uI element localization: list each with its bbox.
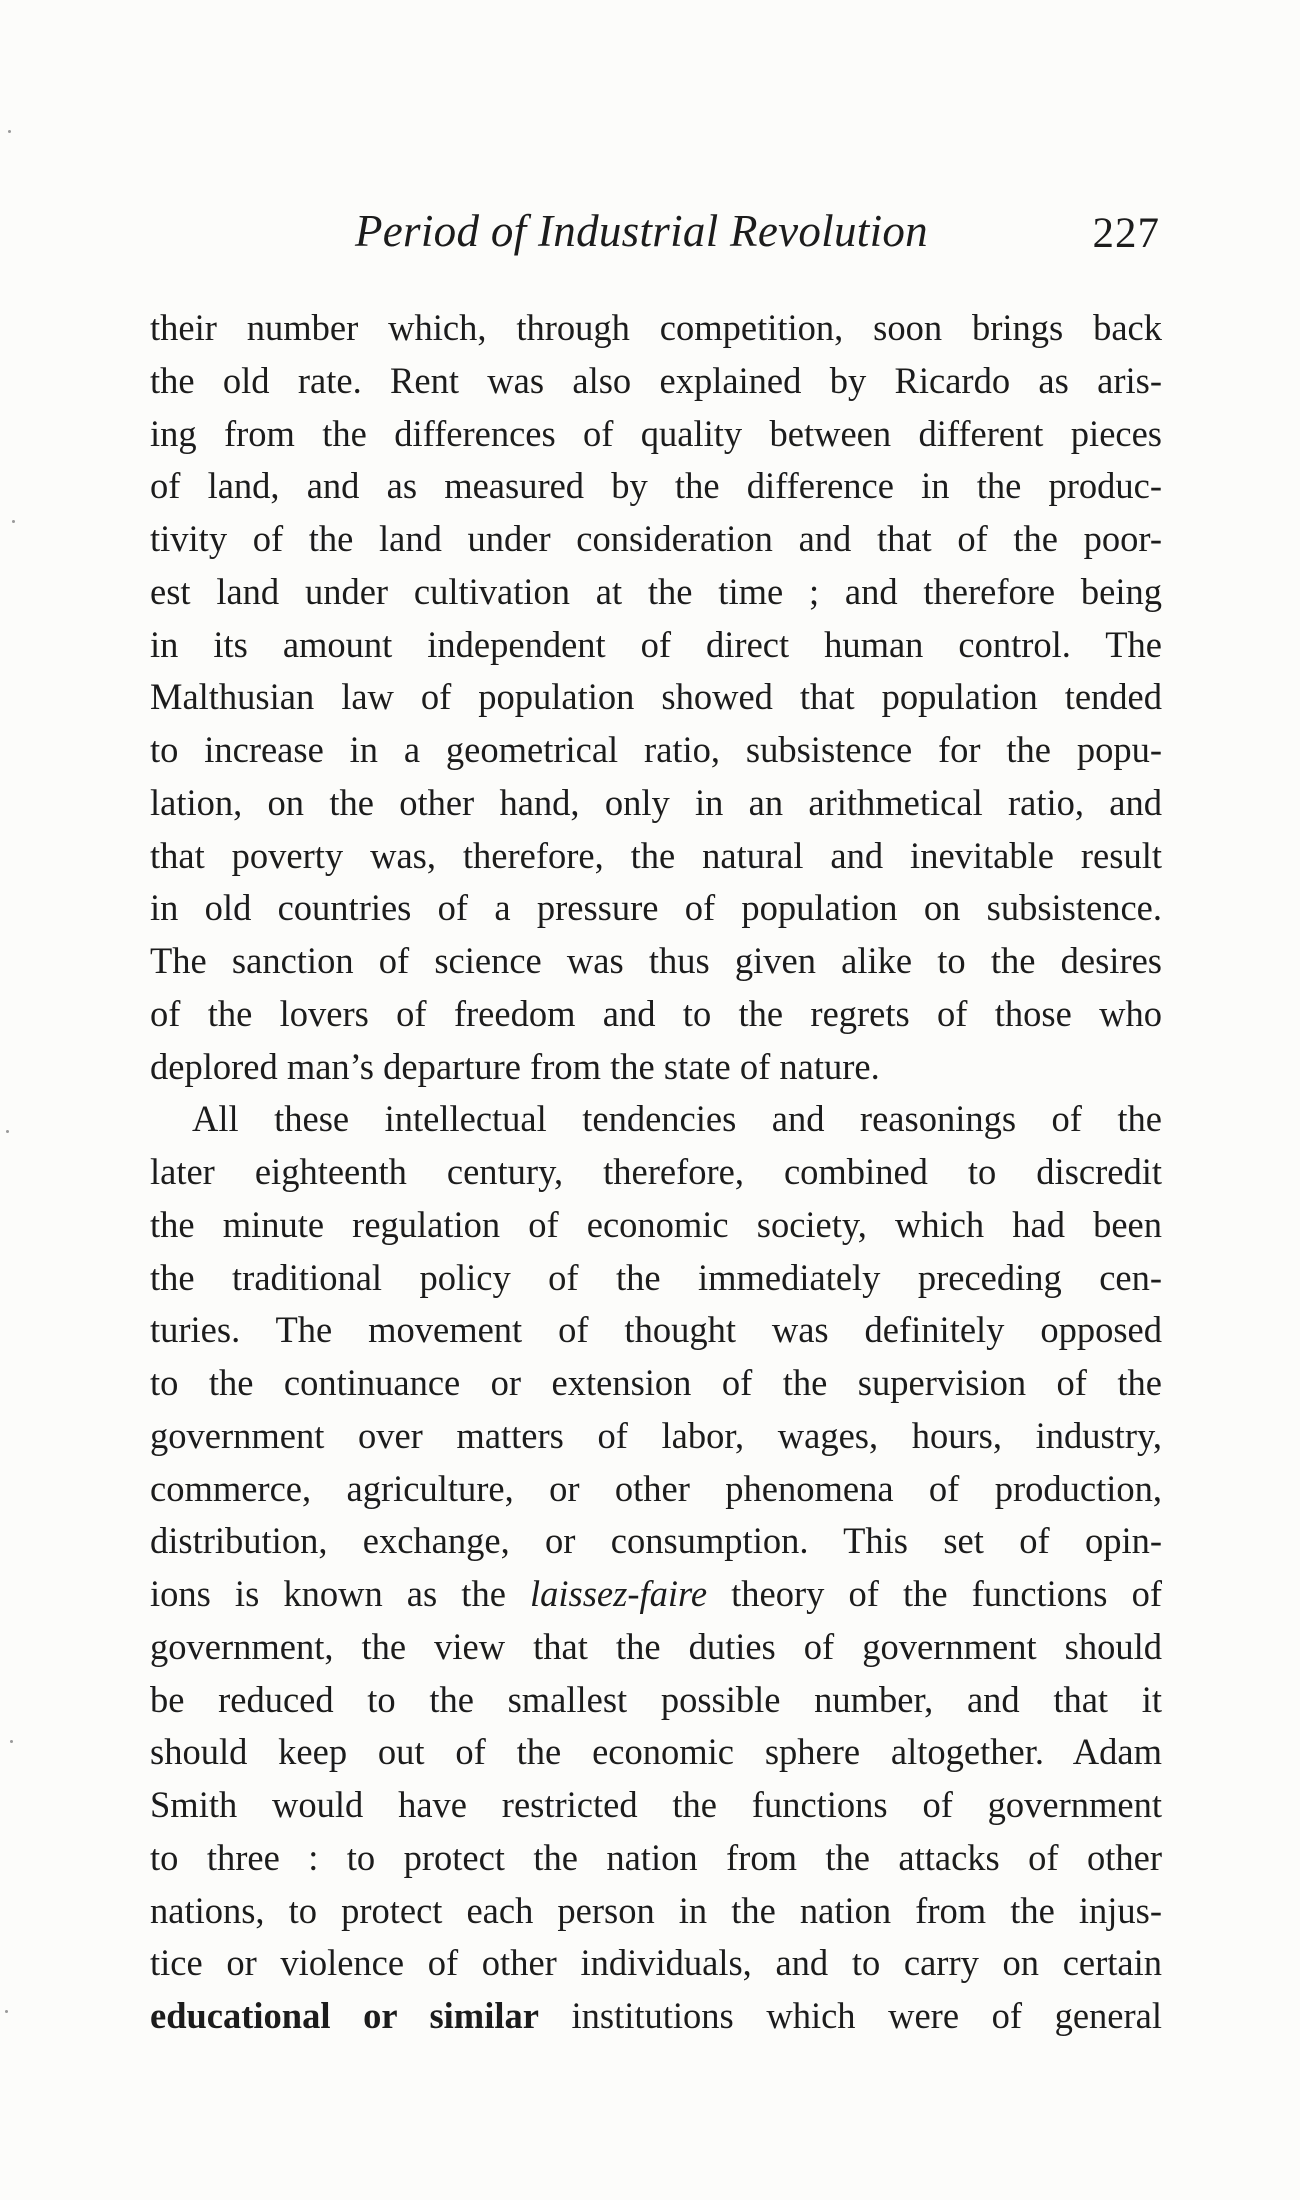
- text-line: the old rate. Rent was also explained by Ricardo as aris-: [150, 359, 1162, 401]
- text-line: The sanction of science was thus given alike to the desires: [150, 940, 1162, 981]
- text-line: All these intellectual tendencies and reasonings of the: [192, 1098, 1162, 1140]
- text-line: in old countries of a pressure of population on subsistence.: [150, 887, 1162, 929]
- text-line: ing from the differences of quality between different pieces: [150, 412, 1162, 454]
- text-line: nations, to protect each person in the nation from the injus-: [150, 1889, 1162, 1931]
- text-line: that poverty was, therefore, the natural and inevitable result: [150, 834, 1162, 876]
- text-line: lation, on the other hand, only in an arithmetical ratio, and: [150, 781, 1162, 823]
- text-line: Malthusian law of population showed that population tended: [150, 676, 1162, 718]
- text-line: distribution, exchange, or consumption. This set of opin-: [150, 1520, 1162, 1562]
- text-line: tivity of the land under consideration and that of the poor-: [150, 518, 1162, 559]
- text-line: the traditional policy of the immediately preceding cen-: [150, 1256, 1162, 1298]
- text-line: be reduced to the smallest possible number, and that it: [150, 1678, 1162, 1720]
- running-head: [150, 205, 1160, 265]
- text-line: government over matters of labor, wages, hours, industry,: [150, 1414, 1162, 1456]
- text-line: later eighteenth century, therefore, combined to discredit: [150, 1151, 1162, 1192]
- text-line: tice or violence of other individuals, and to carry on certain: [150, 1942, 1162, 1984]
- body-text: [150, 302, 1162, 2043]
- text-segment: institutions which were of general: [538, 1995, 1162, 2036]
- scan-speck: [6, 1130, 9, 1133]
- text-segment: theory of the functions of: [707, 1573, 1162, 1614]
- text-line: turies. The movement of thought was definitely opposed: [150, 1309, 1162, 1351]
- text-line: government, the view that the duties of government should: [150, 1625, 1162, 1667]
- scan-speck: [8, 130, 11, 133]
- paragraph-2: [150, 1093, 1162, 2043]
- text-line: the minute regulation of economic society, which had been: [150, 1203, 1162, 1245]
- text-line: in its amount independent of direct human control. The: [150, 623, 1162, 665]
- scan-speck: [12, 520, 15, 523]
- paragraph-1: [150, 302, 1162, 1093]
- text-line: to three : to protect the nation from the attacks of other: [150, 1836, 1162, 1878]
- text-line: should keep out of the economic sphere altogether. Adam: [150, 1731, 1162, 1773]
- text-line: Smith would have restricted the functions of government: [150, 1784, 1162, 1825]
- text-line: deplored man’s departure from the state of nature.: [150, 1045, 880, 1087]
- text-line: to increase in a geometrical ratio, subsistence for the popu-: [150, 729, 1162, 770]
- text-line-laissez-faire: [150, 1568, 1162, 1621]
- page-number: 227: [1092, 210, 1160, 257]
- scan-speck: [5, 2010, 8, 2013]
- text-line: of the lovers of freedom and to the regrets of those who: [150, 992, 1162, 1034]
- text-line: their number which, through competition, soon brings back: [150, 307, 1162, 348]
- running-title: Period of Industrial Revolution: [355, 206, 928, 256]
- bold-segment: educational or similar: [150, 1995, 539, 2036]
- text-line: commerce, agriculture, or other phenomena of production,: [150, 1467, 1162, 1509]
- text-line: est land under cultivation at the time ; and therefore being: [150, 570, 1162, 612]
- text-line: of land, and as measured by the difference in the produc-: [150, 465, 1162, 507]
- italic-term: laissez-faire: [529, 1573, 708, 1614]
- scan-speck: [10, 1740, 13, 1743]
- text-line: to the continuance or extension of the supervision of the: [150, 1362, 1162, 1403]
- text-line-final: [150, 1990, 1162, 2043]
- text-segment: ions is known as the: [150, 1573, 530, 1614]
